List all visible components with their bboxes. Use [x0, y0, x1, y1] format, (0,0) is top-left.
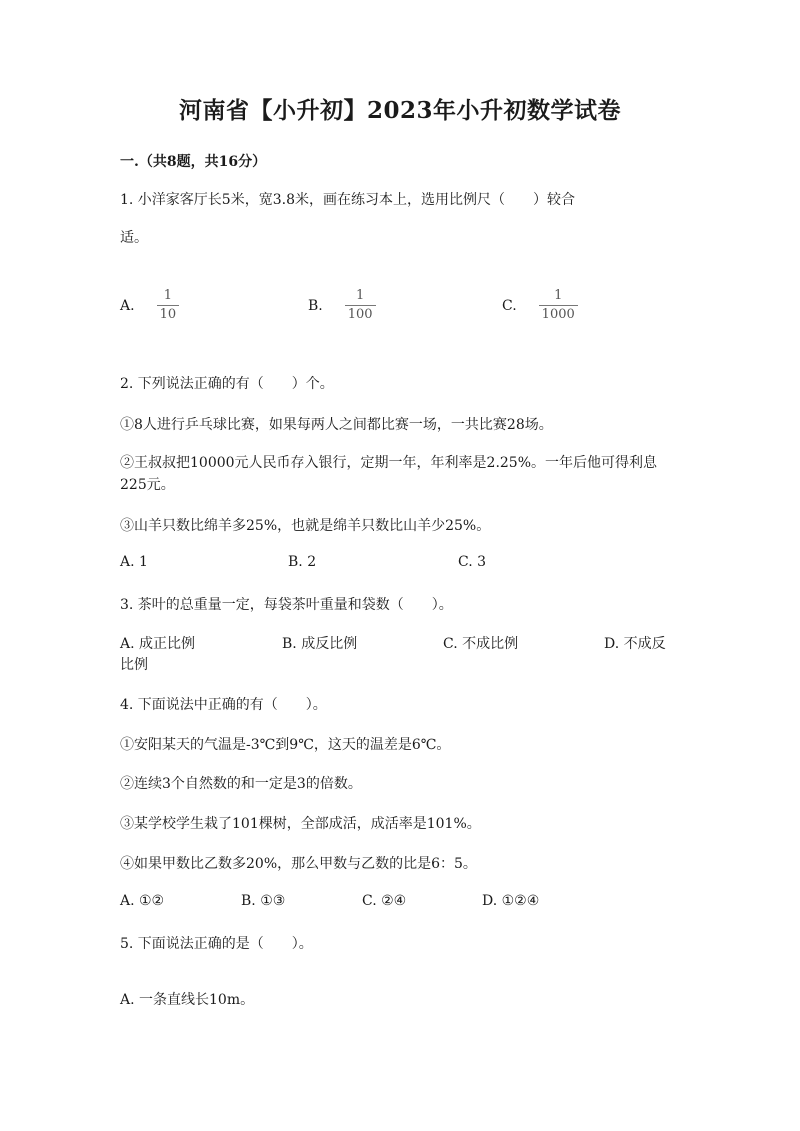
q2-option-a: A. 1: [120, 554, 148, 570]
q3-option-a: A. 成正比例: [120, 636, 196, 652]
fraction-bar: [345, 305, 376, 306]
fraction-bar: [539, 305, 578, 306]
q1-stem-line1: 1. 小洋家客厅长5米，宽3.8米，画在练习本上，选用比例尺（ ）较合: [120, 192, 575, 208]
q4-statement-2: ②连续3个自然数的和一定是3的倍数。: [120, 776, 362, 792]
q5-stem: 5. 下面说法正确的是（ ）。: [120, 936, 313, 952]
q2-option-c: C. 3: [458, 554, 487, 570]
q2-stem: 2. 下列说法正确的有（ ）个。: [120, 376, 334, 392]
q2-statement-2: ②王叔叔把10000元人民币存入银行，定期一年，年利率是2.25%。一年后他可得利息225元。: [120, 455, 658, 493]
q3-option-c: C. 不成比例: [443, 636, 519, 652]
q3-stem: 3. 茶叶的总重量一定，每袋茶叶重量和袋数（ ）。: [120, 597, 453, 613]
q1-option-a-letter: A.: [120, 297, 135, 314]
q1-stem-line2: 适。: [120, 230, 148, 246]
q4-statement-4: ④如果甲数比乙数多20%，那么甲数与乙数的比是6：5。: [120, 856, 477, 872]
q1-option-c-denominator: 1000: [541, 307, 575, 322]
q1-option-c-letter: C.: [502, 297, 517, 314]
q1-option-a: [120, 288, 179, 323]
q1-option-a-denominator: 10: [159, 307, 177, 322]
q5-option-a: A. 一条直线长10m。: [120, 992, 255, 1008]
q4-option-d: D. ①②④: [482, 893, 540, 909]
q1-option-c-numerator: 1: [554, 288, 563, 303]
q3-option-d-wrap: 比例: [120, 657, 148, 673]
q1-option-b-letter: B.: [308, 297, 323, 314]
q1-option-a-numerator: 1: [163, 288, 172, 303]
q2-option-b: B. 2: [288, 554, 317, 570]
q4-statement-1: ①安阳某天的气温是-3℃到9℃，这天的温差是6℃。: [120, 737, 451, 753]
section-heading: 一.（共8题，共16分）: [120, 154, 267, 170]
fraction-bar: [157, 305, 180, 306]
q1-option-a-fraction: [157, 288, 180, 323]
q1-option-b-denominator: 100: [347, 307, 373, 322]
q4-statement-3: ③某学校学生栽了101棵树，全部成活，成活率是101%。: [120, 816, 481, 832]
q1-option-b-numerator: 1: [356, 288, 365, 303]
q1-option-c-fraction: [539, 288, 578, 323]
q4-option-c: C. ②④: [362, 893, 407, 909]
q4-stem: 4. 下面说法中正确的有（ ）。: [120, 697, 327, 713]
q3-option-d: D. 不成反: [604, 636, 666, 652]
page-title: 河南省【小升初】2023年小升初数学试卷: [178, 97, 621, 124]
q1-option-b: [308, 288, 376, 323]
q2-statement-1: ①8人进行乒乓球比赛，如果每两人之间都比赛一场，一共比赛28场。: [120, 417, 553, 433]
q3-option-b: B. 成反比例: [282, 636, 358, 652]
q2-statement-3: ③山羊只数比绵羊多25%，也就是绵羊只数比山羊少25%。: [120, 518, 491, 534]
q1-option-b-fraction: [345, 288, 376, 323]
q1-option-c: [502, 288, 578, 323]
q4-option-a: A. ①②: [120, 893, 165, 909]
q4-option-b: B. ①③: [241, 893, 286, 909]
